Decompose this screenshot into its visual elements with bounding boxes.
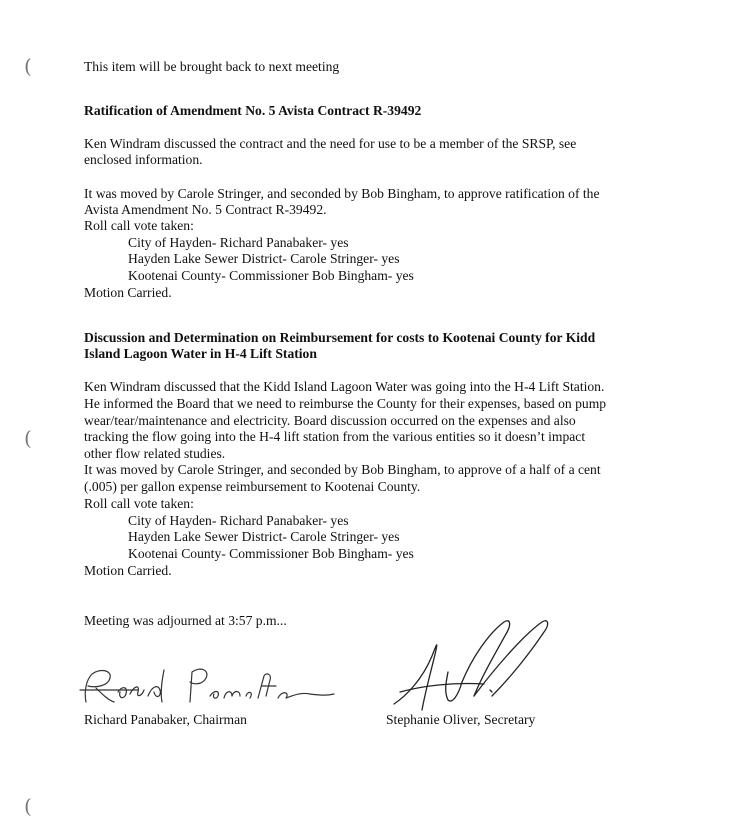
section1-motion-line: Avista Amendment No. 5 Contract R-39492. <box>84 202 327 217</box>
margin-mark: ( <box>24 426 32 450</box>
section1-para-line: enclosed information. <box>84 152 203 167</box>
secretary-name: Stephanie Oliver, Secretary <box>386 712 536 727</box>
section1-vote: Kootenai County- Commissioner Bob Bingham- yes <box>128 268 414 283</box>
section2-motion-line: (.005) per gallon expense reimbursement to Kootenai County. <box>84 479 421 494</box>
chairman-signature <box>78 662 338 712</box>
section2-motion-line: It was moved by Carole Stringer, and seconded by Bob Bingham, to approve of a half of a cent <box>84 462 601 477</box>
section1-vote: City of Hayden- Richard Panabaker- yes <box>128 235 349 250</box>
section1-heading: Ratification of Amendment No. 5 Avista Contract R-39492 <box>84 103 422 118</box>
section2-result: Motion Carried. <box>84 563 172 578</box>
section1-roll-call: Roll call vote taken: <box>84 218 194 233</box>
section1-result: Motion Carried. <box>84 285 172 300</box>
section2-vote: Hayden Lake Sewer District- Carole Stringer- yes <box>128 529 400 544</box>
section2-para-line: wear/tear/maintenance and electricity. Board discussion occurred on the expenses and also <box>84 413 576 428</box>
intro-text: This item will be brought back to next meeting <box>84 59 340 74</box>
section2-para-line: Ken Windram discussed that the Kidd Island Lagoon Water was going into the H-4 Lift Station. <box>84 379 605 394</box>
section2-vote: City of Hayden- Richard Panabaker- yes <box>128 513 349 528</box>
adjourned-text: Meeting was adjourned at 3:57 p.m... <box>84 613 287 628</box>
section2-roll-call: Roll call vote taken: <box>84 496 194 511</box>
section2-para-line: He informed the Board that we need to reimburse the County for their expenses, based on pump <box>84 396 607 411</box>
chairman-name: Richard Panabaker, Chairman <box>84 712 247 727</box>
secretary-signature <box>392 616 557 716</box>
section1-para-line: Ken Windram discussed the contract and the need for use to be a member of the SRSP, see <box>84 136 577 151</box>
section2-heading-line: Discussion and Determination on Reimbursement for costs to Kootenai County for Kidd <box>84 330 596 345</box>
section2-heading-line: Island Lagoon Water in H-4 Lift Station <box>84 346 317 361</box>
section2-vote: Kootenai County- Commissioner Bob Bingham- yes <box>128 546 414 561</box>
section2-para-line: tracking the flow going into the H-4 lift station from the various entities so it doesn’t impact <box>84 429 586 444</box>
section1-motion-line: It was moved by Carole Stringer, and seconded by Bob Bingham, to approve ratification of the <box>84 186 600 201</box>
margin-mark: ( <box>24 794 32 818</box>
section2-para-line: other flow related studies. <box>84 446 226 461</box>
section1-vote: Hayden Lake Sewer District- Carole Stringer- yes <box>128 251 400 266</box>
margin-mark: ( <box>24 54 32 78</box>
